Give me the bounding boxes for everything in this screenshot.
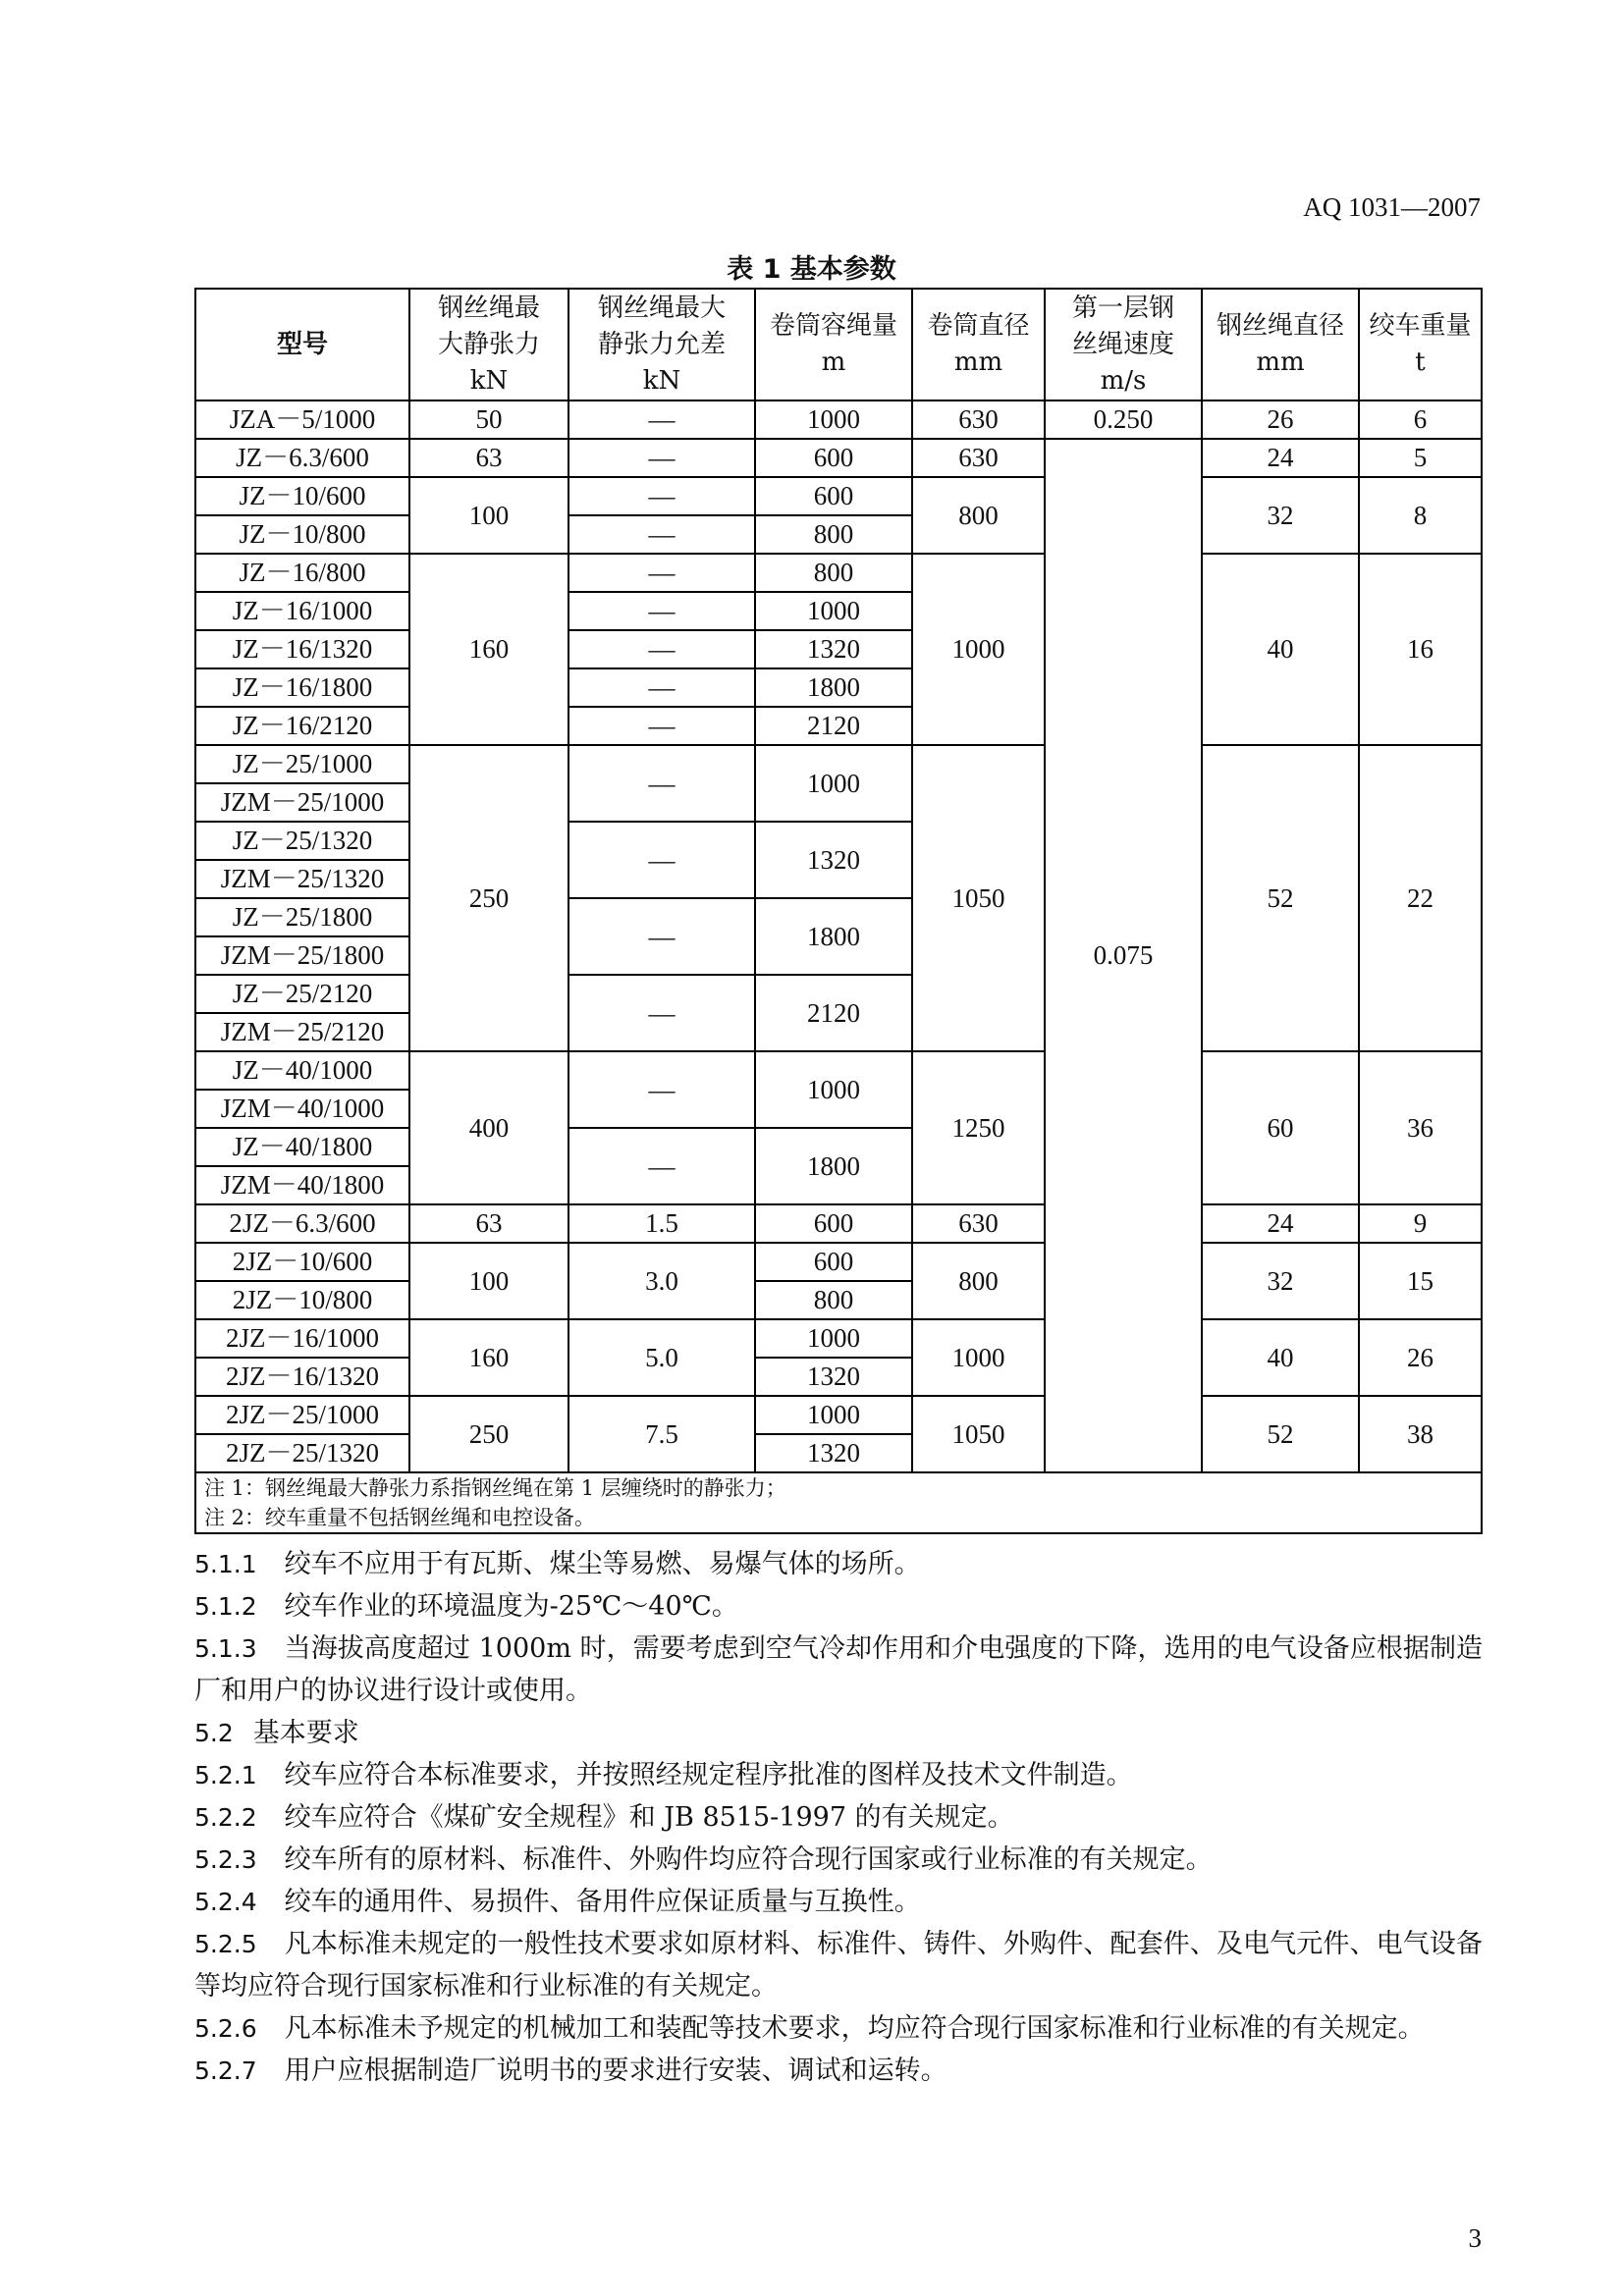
capacity-cell: 800 [755,1281,912,1319]
capacity-cell: 600 [755,1243,912,1281]
header-model: 型号 [195,289,409,400]
tension-diff-cell: — [568,592,755,630]
header-speed: 第一层钢 丝绳速度 m/s [1045,289,1202,400]
model-cell: 2JZ－16/1320 [195,1358,409,1396]
drum-dia-cell: 630 [912,400,1045,439]
drum-dia-cell: 1000 [912,554,1045,745]
model-cell: 2JZ－10/800 [195,1281,409,1319]
table-row [195,1319,1482,1358]
table-row [195,439,1482,477]
header-rope-dia: 钢丝绳直径 mm [1202,289,1359,400]
speed-cell: 0.075 [1045,439,1202,1472]
drum-dia-cell: 1050 [912,1396,1045,1472]
table-row [195,1051,1482,1090]
body-text [194,1543,1483,2092]
weight-cell: 6 [1359,400,1482,439]
table-title: 表 1 基本参数 [727,254,896,285]
model-cell: JZM－25/2120 [195,1013,409,1051]
rope-dia-cell: 32 [1202,1243,1359,1319]
model-cell: 2JZ－6.3/600 [195,1204,409,1243]
model-cell: JZ－16/800 [195,554,409,592]
capacity-cell: 1000 [755,1319,912,1358]
weight-cell: 9 [1359,1204,1482,1243]
tension-diff-cell: — [568,1051,755,1128]
weight-cell: 36 [1359,1051,1482,1204]
tension-diff-cell: 7.5 [568,1396,755,1472]
max-tension-cell: 160 [409,554,568,745]
clause-5-1-3: 5.1.3 当海拔高度超过 1000m 时，需要考虑到空气冷却作用和介电强度的下降，选用的电气设备应根据制造厂和用户的协议进行设计或使用。 [194,1633,1483,1706]
model-cell: JZ－40/1000 [195,1051,409,1090]
model-cell: JZM－25/1320 [195,860,409,898]
basic-parameters-table [194,288,1483,1534]
table-row [195,1396,1482,1434]
drum-dia-cell: 800 [912,1243,1045,1319]
tension-diff-cell: — [568,477,755,515]
capacity-cell: 2120 [755,707,912,745]
tension-diff-cell: — [568,707,755,745]
model-cell: JZM－40/1000 [195,1090,409,1128]
model-cell: JZ－10/600 [195,477,409,515]
rope-dia-cell: 26 [1202,400,1359,439]
clause-5-2-5: 5.2.5 凡本标准未规定的一般性技术要求如原材料、标准件、铸件、外购件、配套件、及电气元件、电气设备等均应符合现行国家标准和行业标准的有关规定。 [194,1929,1483,2002]
max-tension-cell: 63 [409,439,568,477]
capacity-cell: 1320 [755,1434,912,1472]
weight-cell: 15 [1359,1243,1482,1319]
clause-5-2-7: 5.2.7 用户应根据制造厂说明书的要求进行安装、调试和运转。 [194,2056,947,2086]
max-tension-cell: 63 [409,1204,568,1243]
capacity-cell: 800 [755,515,912,554]
header-tension-diff: 钢丝绳最大 静张力允差 kN [568,289,755,400]
rope-dia-cell: 40 [1202,554,1359,745]
standard-number: AQ 1031—2007 [1303,192,1481,222]
table-row [195,745,1482,783]
tension-diff-cell: — [568,630,755,668]
capacity-cell: 1800 [755,1128,912,1204]
clause-5-2-2: 5.2.2 绞车应符合《煤矿安全规程》和 JB 8515-1997 的有关规定。 [194,1802,1014,1833]
model-cell: 2JZ－10/600 [195,1243,409,1281]
max-tension-cell: 100 [409,477,568,554]
model-cell: JZ－25/1800 [195,898,409,936]
max-tension-cell: 250 [409,745,568,1051]
capacity-cell: 2120 [755,975,912,1051]
rope-dia-cell: 60 [1202,1051,1359,1204]
rope-dia-cell: 52 [1202,745,1359,1051]
tension-diff-cell: — [568,1128,755,1204]
weight-cell: 26 [1359,1319,1482,1396]
speed-cell: 0.250 [1045,400,1202,439]
model-cell: JZ－16/1800 [195,668,409,707]
rope-dia-cell: 32 [1202,477,1359,554]
tension-diff-cell: — [568,668,755,707]
model-cell: JZ－16/1000 [195,592,409,630]
tension-diff-cell: — [568,822,755,898]
model-cell: JZ－16/1320 [195,630,409,668]
table-row [195,1243,1482,1281]
weight-cell: 22 [1359,745,1482,1051]
weight-cell: 5 [1359,439,1482,477]
clause-5-2-3: 5.2.3 绞车所有的原材料、标准件、外购件均应符合现行国家或行业标准的有关规定。 [194,1844,1213,1875]
max-tension-cell: 250 [409,1396,568,1472]
page-number: 3 [1468,2223,1482,2253]
tension-diff-cell: — [568,898,755,975]
weight-cell: 8 [1359,477,1482,554]
model-cell: JZ－40/1800 [195,1128,409,1166]
capacity-cell: 600 [755,439,912,477]
table-row [195,554,1482,592]
table-notes [195,1472,1482,1533]
tension-diff-cell: — [568,400,755,439]
capacity-cell: 1800 [755,668,912,707]
tension-diff-cell: — [568,554,755,592]
header-drum-dia: 卷筒直径 mm [912,289,1045,400]
tension-diff-cell: — [568,745,755,822]
max-tension-cell: 100 [409,1243,568,1319]
model-cell: JZ－6.3/600 [195,439,409,477]
clause-5-1-2: 5.1.2 绞车作业的环境温度为-25℃～40℃。 [194,1591,738,1622]
drum-dia-cell: 630 [912,1204,1045,1243]
model-cell: JZM－25/1000 [195,783,409,822]
tension-diff-cell: — [568,439,755,477]
table-row [195,1204,1482,1243]
capacity-cell: 1000 [755,745,912,822]
clause-5-2-4: 5.2.4 绞车的通用件、易损件、备用件应保证质量与互换性。 [194,1887,921,1917]
table-note-2: 注 2：绞车重量不包括钢丝绳和电控设备。 [204,1506,596,1529]
tension-diff-cell: — [568,975,755,1051]
capacity-cell: 1320 [755,630,912,668]
model-cell: JZ－10/800 [195,515,409,554]
capacity-cell: 800 [755,554,912,592]
weight-cell: 16 [1359,554,1482,745]
model-cell: JZ－25/2120 [195,975,409,1013]
capacity-cell: 1800 [755,898,912,975]
model-cell: JZM－40/1800 [195,1166,409,1204]
model-cell: JZA－5/1000 [195,400,409,439]
drum-dia-cell: 1000 [912,1319,1045,1396]
capacity-cell: 600 [755,1204,912,1243]
clause-5-2-6: 5.2.6 凡本标准未予规定的机械加工和装配等技术要求，均应符合现行国家标准和行业标准的有关规定。 [194,2013,1425,2044]
capacity-cell: 1000 [755,592,912,630]
model-cell: 2JZ－25/1320 [195,1434,409,1472]
tension-diff-cell: 3.0 [568,1243,755,1319]
header-capacity: 卷筒容绳量 m [755,289,912,400]
table-row [195,477,1482,515]
rope-dia-cell: 40 [1202,1319,1359,1396]
header-weight: 绞车重量 t [1359,289,1482,400]
capacity-cell: 1000 [755,1051,912,1128]
rope-dia-cell: 24 [1202,1204,1359,1243]
max-tension-cell: 160 [409,1319,568,1396]
max-tension-cell: 400 [409,1051,568,1204]
capacity-cell: 1320 [755,822,912,898]
capacity-cell: 600 [755,477,912,515]
header-max-tension: 钢丝绳最 大静张力 kN [409,289,568,400]
model-cell: JZ－25/1320 [195,822,409,860]
clause-5-2-1: 5.2.1 绞车应符合本标准要求，并按照经规定程序批准的图样及技术文件制造。 [194,1760,1133,1790]
table-note-1: 注 1：钢丝绳最大静张力系指钢丝绳在第 1 层缠绕时的静张力； [204,1476,786,1500]
model-cell: JZM－25/1800 [195,936,409,975]
model-cell: JZ－25/1000 [195,745,409,783]
capacity-cell: 1000 [755,1396,912,1434]
drum-dia-cell: 800 [912,477,1045,554]
section-heading-5-2: 5.2 基本要求 [194,1718,359,1748]
model-cell: JZ－16/2120 [195,707,409,745]
table-header-row [195,289,1482,400]
drum-dia-cell: 1250 [912,1051,1045,1204]
table-row [195,400,1482,439]
rope-dia-cell: 24 [1202,439,1359,477]
drum-dia-cell: 1050 [912,745,1045,1051]
tension-diff-cell: 1.5 [568,1204,755,1243]
max-tension-cell: 50 [409,400,568,439]
capacity-cell: 1320 [755,1358,912,1396]
model-cell: 2JZ－16/1000 [195,1319,409,1358]
drum-dia-cell: 630 [912,439,1045,477]
model-cell: 2JZ－25/1000 [195,1396,409,1434]
weight-cell: 38 [1359,1396,1482,1472]
rope-dia-cell: 52 [1202,1396,1359,1472]
clause-5-1-1: 5.1.1 绞车不应用于有瓦斯、煤尘等易燃、易爆气体的场所。 [194,1549,921,1579]
tension-diff-cell: 5.0 [568,1319,755,1396]
capacity-cell: 1000 [755,400,912,439]
table-notes-row [195,1472,1482,1533]
tension-diff-cell: — [568,515,755,554]
